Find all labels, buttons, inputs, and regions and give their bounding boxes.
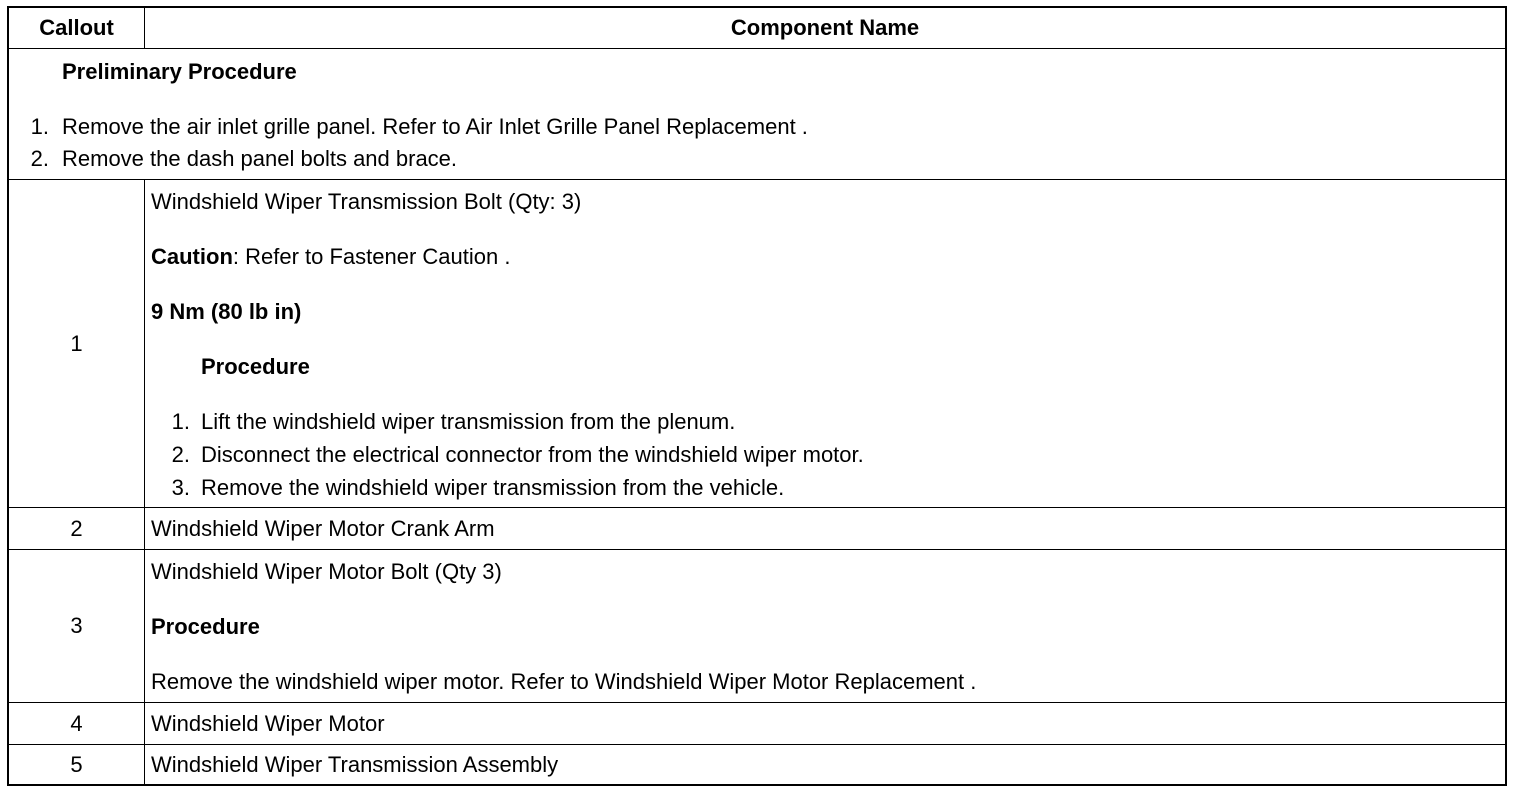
procedure-step-text: Disconnect the electrical connector from the windshield wiper motor. bbox=[201, 442, 864, 467]
procedure-title: Procedure bbox=[151, 614, 260, 639]
preliminary-procedure-row bbox=[9, 49, 1505, 180]
component-cell bbox=[145, 180, 1505, 507]
component-cell bbox=[145, 745, 1505, 784]
table-row bbox=[9, 508, 1505, 550]
procedure-text: Remove the windshield wiper motor. Refer to Windshield Wiper Motor Replacement . bbox=[151, 669, 977, 694]
caution-label: Caution bbox=[151, 244, 233, 269]
callout-number: 2 bbox=[9, 508, 145, 549]
preliminary-title: Preliminary Procedure bbox=[62, 59, 297, 84]
component-cell bbox=[145, 508, 1505, 549]
procedure-step-number: 1. bbox=[171, 409, 190, 434]
preliminary-step-number: 1. bbox=[30, 114, 49, 139]
procedure-step-number: 3. bbox=[171, 475, 190, 500]
caution-text: : Refer to Fastener Caution . bbox=[232, 244, 511, 269]
preliminary-step-number: 2. bbox=[30, 146, 49, 171]
callout-number: 4 bbox=[9, 703, 145, 744]
header-component-name: Component Name bbox=[730, 15, 920, 40]
procedure-step-text: Lift the windshield wiper transmission from the plenum. bbox=[201, 409, 736, 434]
callout-number: 3 bbox=[9, 550, 145, 702]
component-cell bbox=[145, 703, 1505, 744]
callout-number: 5 bbox=[9, 745, 145, 784]
component-name: Windshield Wiper Transmission Assembly bbox=[151, 752, 559, 777]
procedure-step-text: Remove the windshield wiper transmission from the vehicle. bbox=[201, 475, 785, 500]
component-name: Windshield Wiper Motor Crank Arm bbox=[151, 516, 495, 541]
component-cell bbox=[145, 550, 1505, 702]
table-row bbox=[9, 745, 1505, 784]
caution-line bbox=[151, 244, 510, 270]
table-row bbox=[9, 180, 1505, 508]
preliminary-step-text: Remove the dash panel bolts and brace. bbox=[62, 146, 458, 171]
component-table bbox=[7, 6, 1507, 786]
torque-spec: 9 Nm (80 lb in) bbox=[151, 299, 302, 324]
component-name: Windshield Wiper Motor bbox=[151, 711, 385, 736]
procedure-title: Procedure bbox=[201, 354, 310, 379]
header-callout: Callout bbox=[9, 8, 145, 48]
component-name: Windshield Wiper Transmission Bolt (Qty: 3) bbox=[151, 189, 582, 214]
table-header-row bbox=[9, 8, 1505, 49]
procedure-step-number: 2. bbox=[171, 442, 190, 467]
preliminary-step-text: Remove the air inlet grille panel. Refer to Air Inlet Grille Panel Replacement . bbox=[62, 114, 808, 139]
table-row bbox=[9, 703, 1505, 745]
table-row bbox=[9, 550, 1505, 703]
component-name: Windshield Wiper Motor Bolt (Qty 3) bbox=[151, 559, 502, 584]
callout-number: 1 bbox=[9, 180, 145, 507]
